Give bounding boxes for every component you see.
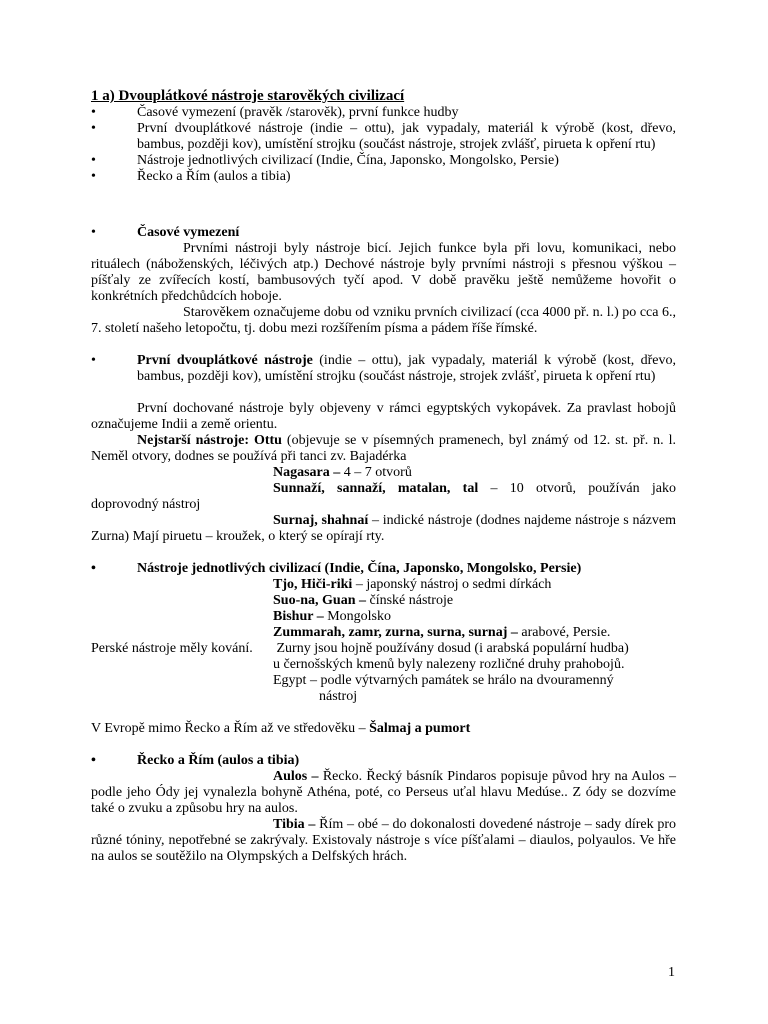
outline-item [91,153,676,169]
term-label: Sunnaží, sannaží, matalan, tal [273,481,479,496]
instrument-entry [91,609,676,625]
instrument-entry [91,769,676,817]
term-label: Aulos – [273,769,319,784]
term-text: arabové, Persie. [517,625,611,640]
term-label: Tjo, Hiči-riki [273,577,353,592]
outline-item-text: Časové vymezení (pravěk /starověk), první funkce hudby [137,105,459,120]
outline-item [91,121,676,153]
outline-item [91,105,676,121]
paragraph: Prvními nástroji byly nástroje bicí. Jejich funkce byla při lovu, komunikaci, nebo rituálech (náboženských, léčivých atp.) Dechové nástroje byly prvními nástroji s přesnou výškou – píšťaly ze zvířecích kostí, bambusových tyčí apod. V době pravěku ještě nemůžeme hovořit o konkrétních předchůdcích hoboje. [91,241,676,304]
term-text: Řecko. Řecký básník Pindaros popisuje původ hry na Aulos – podle jeho Ódy jej vynalezla bohyně Athéna, poté, co Perseus uťal hlavu Medúse.. Z ódy se dozvíme také o zvuku a způsobu hry na aulos. [91,769,677,816]
term-text: (objevuje se v písemných pramenech, byl známý od 12. st. př. n. l. Neměl otvory, dodnes se používá při tanci zv. Bajadérka [91,433,676,464]
section-title: Řecko a Řím (aulos a tibia) [137,753,300,768]
term-text: Mongolsko [323,609,392,624]
instrument-entry [91,513,676,545]
section-title: První dvouplátkové nástroje [137,353,313,368]
term-label: Nagasara – [273,465,341,480]
document-heading: 1 a) Dvouplátkové nástroje starověkých civilizací [91,88,405,104]
term-label: Bishur – [273,609,324,624]
bullet: • [91,753,96,768]
instrument-entry [91,577,676,593]
outline-item-text: Nástroje jednotlivých civilizací (Indie, Čína, Japonsko, Mongolsko, Persie) [137,153,559,168]
persian-left: Perské nástroje měly kování. [91,641,253,656]
term-label: Nejstarší nástroje: Ottu [137,433,282,448]
europe-line [91,721,676,737]
paragraph: Starověkem označujeme dobu od vzniku prvních civilizací (cca 4000 př. n. l.) po cca 6., 7. století našeho letopočtu, tj. dobu mezi rozšířením písma a pádem říše římské. [91,305,676,336]
paragraph: u černošských kmenů byly nalezeny rozličné druhy prahobojů. [273,657,625,672]
term-label: Suo-na, Guan – [273,593,366,608]
page-number: 1 [668,965,675,980]
section-title-rest: (indie – ottu), jak vypadaly, materiál k výrobě (kost, dřevo, bambus, později kov), umístění strojku (součást nástroje, strojek zvlášť, pirueta k opření rtu) [137,353,676,384]
europe-bold: Šalmaj a pumort [369,721,471,736]
document-page [91,88,676,865]
instrument-entry [91,593,676,609]
paragraph: nástroj [319,689,358,704]
term-text: 4 – 7 otvorů [340,465,412,480]
section-heading-greece-rome [91,753,676,769]
term-label: Zummarah, zamr, zurna, surna, surnaj – [273,625,518,640]
term-text: – japonský nástroj o sedmi dírkách [352,577,552,592]
outline-item-text: Řecko a Řím (aulos a tibia) [137,169,291,184]
section-title: Nástroje jednotlivých civilizací (Indie, Čína, Japonsko, Mongolsko, Persie) [137,561,582,576]
outline-item-text: První dvouplátkové nástroje (indie – ottu), jak vypadaly, materiál k výrobě (kost, dřevo, bambus, později kov), umístění strojku (součást nástroje, strojek zvlášť, pirueta k opření rtu) [137,121,676,152]
bullet: • [91,561,96,576]
paragraph [91,433,676,465]
persian-right: Zurny jsou hojně používány dosud (i arabská populární hudba) [273,641,629,656]
bullet: • [91,153,96,168]
section-heading-civilizations [91,561,676,577]
bullet: • [91,105,96,120]
instrument-entry [91,481,676,513]
term-text: – 10 otvorů, používán jako doprovodný nástroj [91,481,676,512]
term-label: Tibia – [273,817,316,832]
term-text: čínské nástroje [365,593,454,608]
term-text: Řím – obé – do dokonalosti dovedené nástroje – sady dírek pro různé tóniny, nepotřebné se zakrývaly. Existovaly nástroje s více píšťalami – diaulos, polyaulos. Ve hře na aulos se soutěžilo na Olympských a Delfských hrách. [91,817,677,864]
instrument-entry [91,625,676,641]
outline-item [91,169,676,185]
bullet: • [91,225,96,240]
term-text: – indické nástroje (dodnes najdeme nástroje s názvem Zurna) Mají piruetu – kroužek, o který se opírají rty. [91,513,676,544]
term-label: Surnaj, shahnaí [273,513,369,528]
paragraph: Egypt – podle výtvarných památek se hrálo na dvouramenný [273,673,614,688]
bullet: • [91,121,96,136]
instrument-entry [91,817,676,865]
instrument-entry [91,465,676,481]
europe-text: V Evropě mimo Řecko a Řím až ve středověku – [91,721,370,736]
bullet: • [91,353,96,368]
persian-line [91,641,676,657]
section-heading-time [91,225,676,241]
section-title: Časové vymezení [137,225,240,240]
paragraph: První dochované nástroje byly objeveny v rámci egyptských vykopávek. Za pravlast hobojů označujeme Indii a země orientu. [91,401,676,432]
bullet: • [91,169,96,184]
section-heading-first-instruments [91,353,676,385]
outline-list [91,105,676,185]
